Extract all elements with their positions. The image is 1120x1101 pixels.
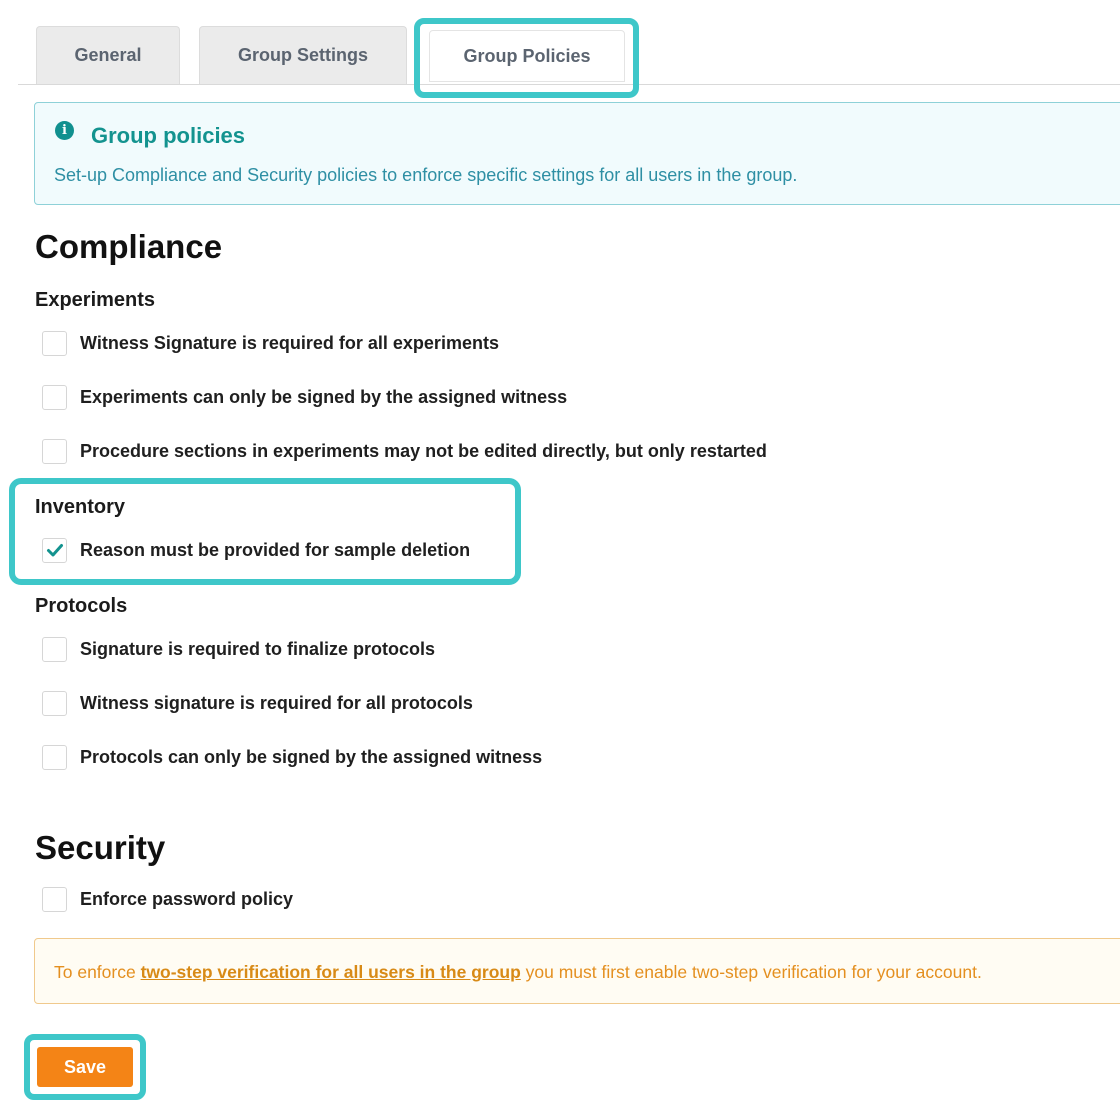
checkbox[interactable] <box>42 385 67 410</box>
checkbox-label: Experiments can only be signed by the assigned witness <box>80 386 568 407</box>
protocols-heading: Protocols <box>35 595 128 617</box>
inventory-highlight <box>9 478 521 585</box>
save-button[interactable]: Save <box>37 1047 133 1087</box>
checkbox[interactable] <box>42 637 67 662</box>
tab-general[interactable]: General <box>36 26 180 84</box>
info-circle-icon: i <box>55 121 74 140</box>
tab-divider <box>18 84 1120 85</box>
checkbox-row[interactable] <box>42 690 473 716</box>
compliance-heading: Compliance <box>35 228 223 265</box>
tab-bar <box>0 0 1120 86</box>
checkbox-row[interactable] <box>42 330 499 356</box>
checkbox-label: Signature is required to finalize protocols <box>80 638 436 659</box>
warning-suffix: you must first enable two-step verification for your account. <box>520 962 982 982</box>
warning-text <box>54 962 982 983</box>
checkmark-icon <box>46 541 64 559</box>
checkbox-label: Procedure sections in experiments may not be edited directly, but only restarted <box>80 440 767 461</box>
checkbox-label: Enforce password policy <box>80 888 294 909</box>
security-heading: Security <box>35 829 166 866</box>
checkbox-label: Witness signature is required for all protocols <box>80 692 473 713</box>
info-box <box>34 102 1120 205</box>
checkbox[interactable] <box>42 439 67 464</box>
checkbox-label: Protocols can only be signed by the assigned witness <box>80 746 543 767</box>
checkbox-row[interactable] <box>42 636 435 662</box>
checkbox[interactable] <box>42 745 67 770</box>
experiments-heading: Experiments <box>35 289 156 311</box>
tab-group-policies[interactable]: Group Policies <box>429 30 625 82</box>
checkbox-checked[interactable] <box>42 538 67 563</box>
warning-prefix: To enforce <box>54 962 141 982</box>
checkbox-row[interactable] <box>42 886 293 912</box>
info-title: Group policies <box>91 123 246 148</box>
tab-group-settings[interactable]: Group Settings <box>199 26 407 84</box>
checkbox[interactable] <box>42 331 67 356</box>
checkbox-row[interactable] <box>42 438 767 464</box>
checkbox-row[interactable] <box>42 537 470 563</box>
checkbox[interactable] <box>42 887 67 912</box>
info-text: Set-up Compliance and Security policies to enforce specific settings for all users in the group. <box>54 165 798 185</box>
checkbox-label: Witness Signature is required for all experiments <box>80 332 499 353</box>
checkbox-row[interactable] <box>42 744 542 770</box>
two-step-verification-link[interactable]: two-step verification for all users in the group <box>140 962 521 982</box>
checkbox-row[interactable] <box>42 384 567 410</box>
checkbox-label: Reason must be provided for sample deletion <box>80 539 471 560</box>
warning-box <box>34 938 1120 1004</box>
inventory-heading: Inventory <box>35 496 126 518</box>
checkbox[interactable] <box>42 691 67 716</box>
